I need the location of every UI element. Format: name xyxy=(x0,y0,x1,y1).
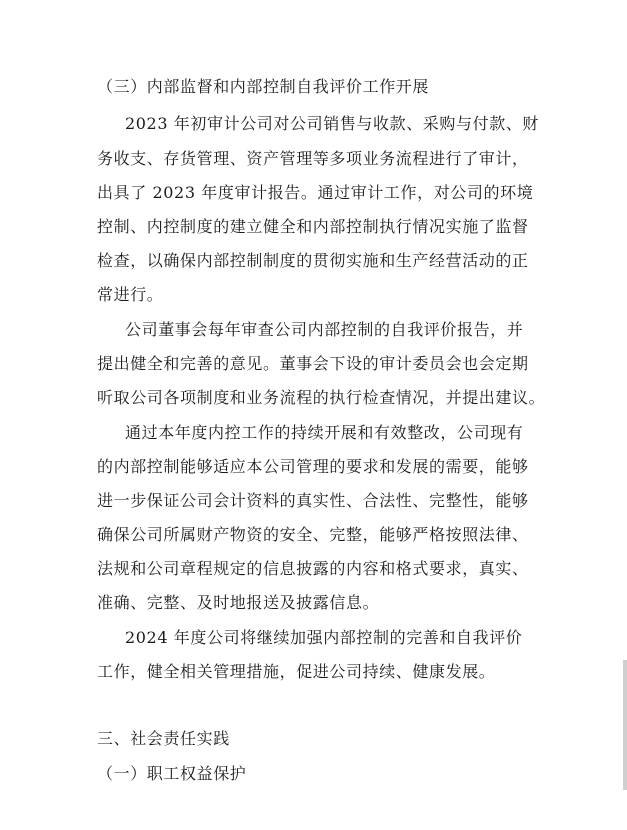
paragraph-1-line-4: 控制、内控制度的建立健全和内部控制执行情况实施了监督 xyxy=(97,217,529,236)
paragraph-1-line-3: 出具了 2023 年度审计报告。通过审计工作，对公司的环境 xyxy=(97,183,534,202)
paragraph-1-line-5: 检查，以确保内部控制制度的贯彻实施和生产经营活动的正 xyxy=(97,251,529,270)
scan-edge-shadow xyxy=(623,660,627,790)
paragraph-3-line-2: 的内部控制能够适应本公司管理的要求和发展的需要，能够 xyxy=(97,457,529,476)
section-heading-internal-control: （三）内部监督和内部控制自我评价工作开展 xyxy=(97,77,430,96)
paragraph-1-line-1: 2023 年初审计公司对公司销售与收款、采购与付款、财 xyxy=(125,114,540,133)
paragraph-4-line-2: 工作，健全相关管理措施，促进公司持续、健康发展。 xyxy=(97,662,496,681)
paragraph-4-line-1: 2024 年度公司将继续加强内部控制的完善和自我评价 xyxy=(125,628,523,647)
section-heading-social-responsibility: 三、社会责任实践 xyxy=(97,729,230,748)
paragraph-2-line-3: 听取公司各项制度和业务流程的执行检查情况，并提出建议。 xyxy=(97,388,546,407)
paragraph-3-line-4: 确保公司所属财产物资的安全、完整，能够严格按照法律、 xyxy=(97,525,529,544)
paragraph-2-line-1: 公司董事会每年审查公司内部控制的自我评价报告，并 xyxy=(125,320,524,339)
paragraph-3-line-1: 通过本年度内控工作的持续开展和有效整改，公司现有 xyxy=(125,423,524,442)
paragraph-3-line-6: 准确、完整、及时地报送及披露信息。 xyxy=(97,593,380,612)
paragraph-3-line-3: 进一步保证公司会计资料的真实性、合法性、完整性，能够 xyxy=(97,491,529,510)
paragraph-2-line-2: 提出健全和完善的意见。董事会下设的审计委员会也会定期 xyxy=(97,354,529,373)
paragraph-1-line-2: 务收支、存货管理、资产管理等多项业务流程进行了审计， xyxy=(97,149,529,168)
subsection-heading-employee-rights: （一）职工权益保护 xyxy=(97,764,247,783)
paragraph-3-line-5: 法规和公司章程规定的信息披露的内容和格式要求，真实、 xyxy=(97,559,529,578)
paragraph-1-line-6: 常进行。 xyxy=(97,285,164,304)
